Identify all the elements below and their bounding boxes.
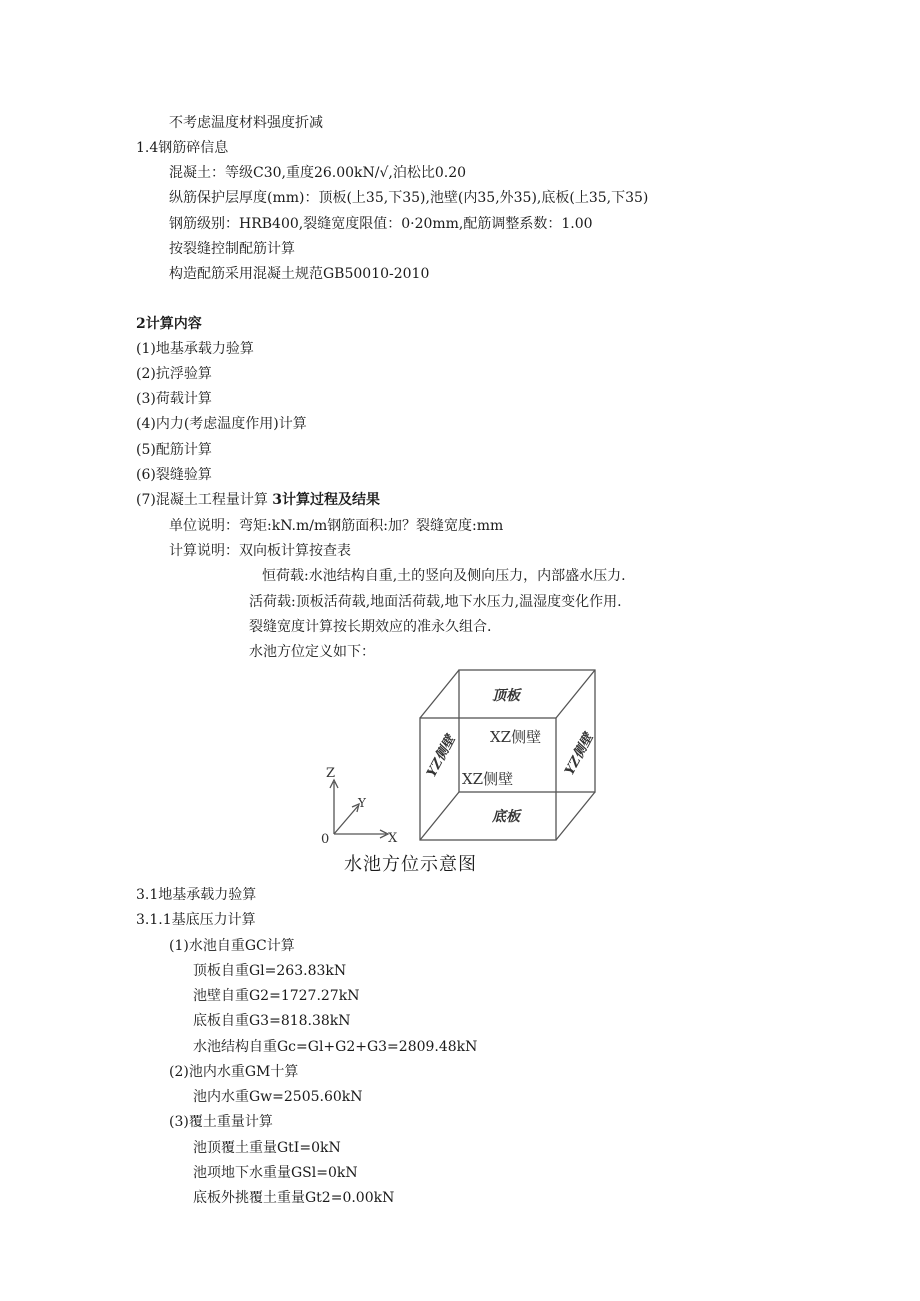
label-yz-wall-left: YZ侧壁 [424, 733, 459, 780]
text-line: 活荷载:顶板活荷载,地面活荷载,地下水压力,温湿度变化作用. [249, 594, 622, 610]
y-axis-line [334, 806, 358, 834]
list-item: (1)地基承载力验算 [136, 341, 254, 357]
text-line: (2)池内水重GM十算 [169, 1064, 299, 1080]
text-line: 池内水重Gw=2505.60kN [193, 1089, 363, 1105]
label-bottom-slab: 底板 [492, 809, 520, 825]
text-line: 水池方位定义如下： [249, 644, 375, 660]
text-line: 计算说明：双向板计算按查表 [169, 543, 351, 559]
text-line: 池顶覆土重量GtI=0kN [193, 1140, 341, 1156]
section-heading: 3计算过程及结果 [272, 492, 381, 508]
section-heading: 3.1地基承载力验算 [136, 887, 257, 903]
label-xz-wall-front: XZ侧壁 [490, 728, 542, 746]
axis-label-z: Z [326, 766, 336, 781]
text-line: 顶板自重Gl=263.83kN [193, 963, 347, 979]
text-line: 按裂缝控制配筋计算 [169, 241, 295, 257]
label-xz-wall-back: XZ侧壁 [462, 770, 514, 788]
section-heading: 1.4钢筋碎信息 [136, 140, 229, 156]
cube-edge [556, 670, 595, 718]
text-line: 水池结构自重Gc=Gl+G2+G3=2809.48kN [193, 1039, 478, 1055]
text-line: 构造配筋采用混凝土规范GB50010-2010 [169, 266, 430, 282]
axis-label-x: X [388, 831, 398, 846]
text-line: 底板外挑覆土重量Gt2=0.00kN [193, 1190, 395, 1206]
text-line: 池项地下水重量GSl=0kN [193, 1165, 358, 1181]
text-line: 裂缝宽度计算按长期效应的准永久组合. [249, 619, 492, 635]
axis-label-y: Y [358, 796, 366, 810]
axis-origin-label: 0 [321, 832, 330, 847]
cube-edge [420, 792, 459, 840]
section-heading: 3.1.1基底压力计算 [136, 912, 256, 928]
figure-caption: 水池方位示意图 [344, 854, 477, 875]
text-line: 纵筋保护层厚度(mm)：顶板(上35,下35),池壁(内35,外35),底板(上35,下35) [169, 190, 649, 206]
list-item: (4)内力(考虑温度作用)计算 [136, 416, 307, 432]
tank-orientation-diagram [316, 664, 606, 850]
text-line: 不考虑温度材料强度折减 [169, 115, 323, 131]
cube-edge [420, 670, 459, 718]
text-line: 恒荷载:水池结构自重,土的竖向及侧向压力，内部盛水压力. [262, 568, 626, 584]
section-heading: 2计算内容 [136, 316, 202, 332]
label-yz-wall-right: YZ侧壁 [562, 731, 597, 778]
list-item [136, 491, 380, 509]
list-item: (5)配筋计算 [136, 442, 212, 458]
cube-edge [556, 792, 595, 840]
list-item: (3)荷载计算 [136, 391, 212, 407]
list-item-text: (7)混凝土工程量计算 [136, 492, 268, 508]
list-item: (6)裂缝验算 [136, 467, 212, 483]
text-line: 池壁自重G2=1727.27kN [193, 988, 360, 1004]
label-top-slab: 顶板 [492, 688, 520, 704]
text-line: 钢筋级别：HRB400,裂缝宽度限值：0·20mm,配筋调整系数：1.00 [169, 216, 593, 232]
text-line: 混凝土：等级C30,重度26.00kN/√,泊松比0.20 [169, 165, 467, 181]
text-line: (3)覆土重量计算 [169, 1114, 273, 1130]
text-line: 底板自重G3=818.38kN [193, 1013, 351, 1029]
text-line: 单位说明：弯矩:kN.m/m钢筋面积:加？裂缝宽度:mm [169, 518, 504, 534]
list-item: (2)抗浮验算 [136, 366, 212, 382]
text-line: (1)水池自重GC计算 [169, 938, 295, 954]
